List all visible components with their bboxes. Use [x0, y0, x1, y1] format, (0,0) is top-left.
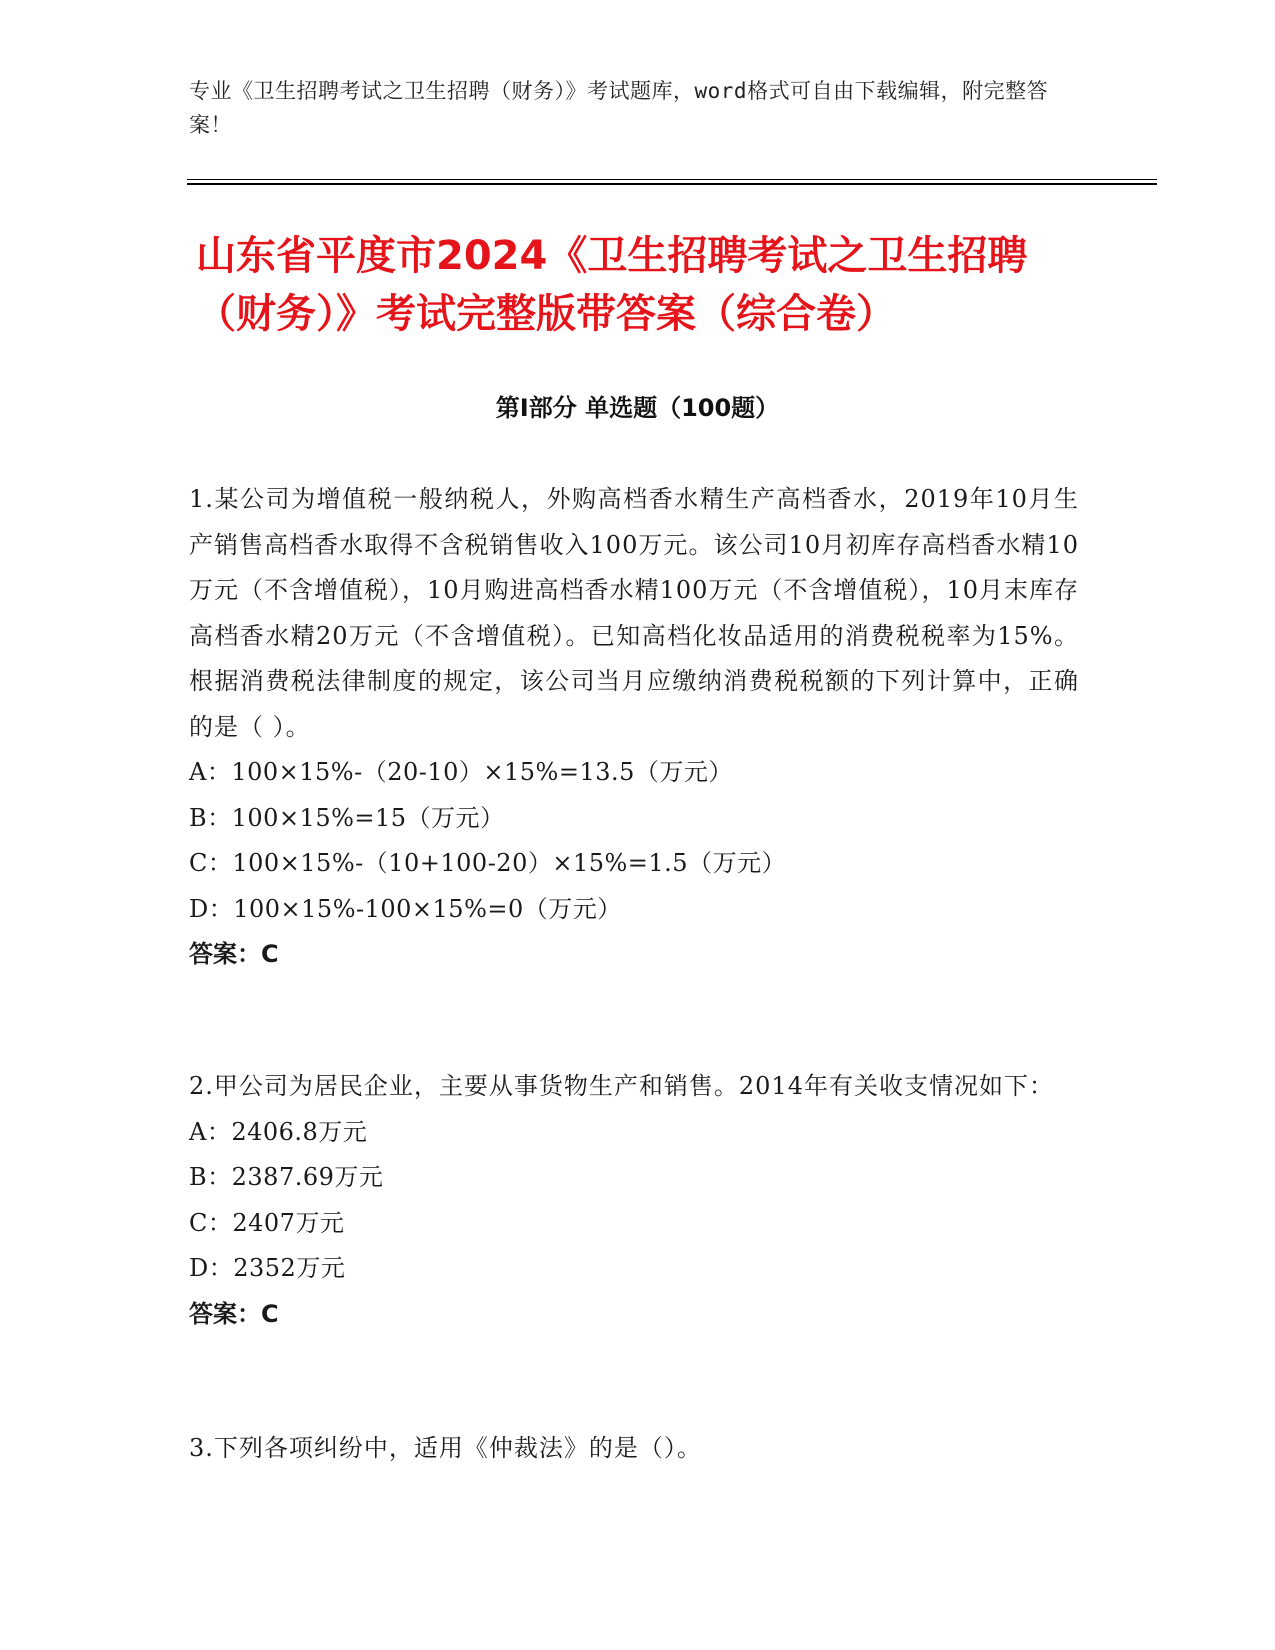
option-c: C：100×15%-（10+100-20）×15%=1.5（万元） [189, 849, 787, 877]
header-divider-thick [187, 183, 1157, 185]
question-stem: 1.某公司为增值税一般纳税人，外购高档香水精生产高档香水，2019年10月生产销售高档香水取得不含税销售收入100万元。该公司10月初库存高档香水精10万元（不含增值税），10月购进高档香水精100万元（不含增值税），10月末库存高档香水精20万元（不含增值税）。已知高档化妆品适用的消费税税率为15%。根据消费税法律制度的规定，该公司当月应缴纳消费税税额的下列计算中，正确的是（ ）。 [189, 485, 1079, 741]
option-b: B：2387.69万元 [189, 1163, 384, 1191]
section-title: 第I部分 单选题（100题） [495, 394, 780, 422]
header-note: 专业《卫生招聘考试之卫生招聘（财务）》考试题库，word格式可自由下载编辑，附完整答案！ [189, 79, 1049, 137]
header-divider-thin [187, 179, 1157, 180]
answer: 答案：C [189, 940, 279, 968]
question-stem: 3.下列各项纠纷中，适用《仲裁法》的是（）。 [189, 1434, 702, 1462]
option-b: B：100×15%=15（万元） [189, 803, 505, 832]
option-d: D：100×15%-100×15%=0（万元） [189, 894, 622, 923]
answer: 答案：C [189, 1299, 279, 1328]
document-title: 山东省平度市2024《卫生招聘考试之卫生招聘（财务）》考试完整版带答案（综合卷） [196, 233, 1028, 337]
question-stem: 2.甲公司为居民企业，主要从事货物生产和销售。2014年有关收支情况如下： [189, 1072, 1054, 1100]
question-2 [189, 1064, 1079, 1337]
question-1 [189, 477, 1079, 978]
option-a: A：2406.8万元 [189, 1117, 368, 1146]
option-c: C：2407万元 [189, 1208, 345, 1237]
option-a: A：100×15%-（20-10）×15%=13.5（万元） [189, 758, 733, 786]
question-3 [189, 1426, 1079, 1472]
option-d: D：2352万元 [189, 1254, 346, 1282]
